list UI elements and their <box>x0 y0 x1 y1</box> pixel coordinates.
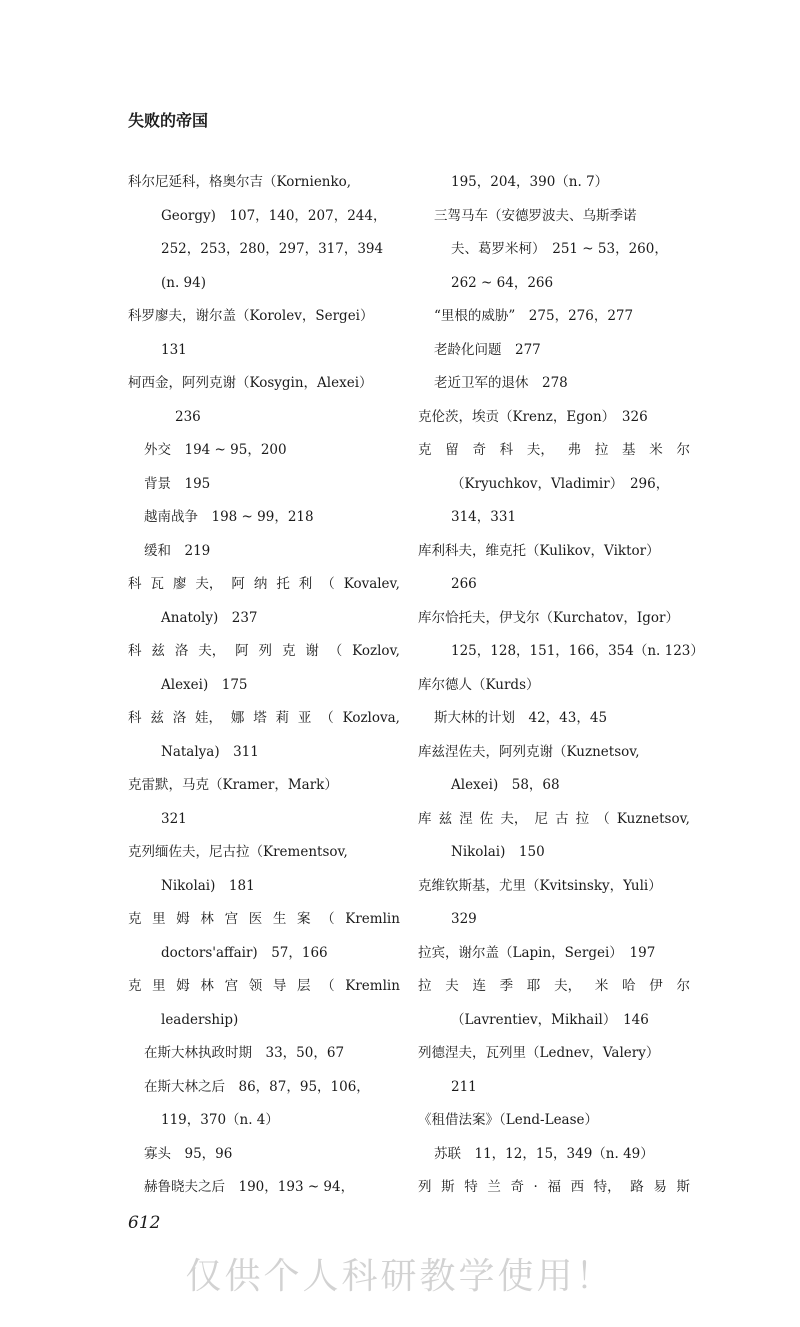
index-line-token: 列 <box>418 1179 432 1195</box>
index-line: 列德涅夫，瓦列里（Lednev，Valery） <box>418 1045 660 1061</box>
index-line-token: 兹 <box>151 643 165 659</box>
index-line: 背景 195 <box>144 475 211 492</box>
index-line-token: 宫 <box>224 978 239 994</box>
index-line: 越南战争 198 ~ 99，218 <box>144 509 314 525</box>
index-line: 缓和 219 <box>144 542 211 559</box>
index-line-token: 拉 <box>594 442 609 458</box>
index-line: 老近卫军的退休 278 <box>434 375 568 391</box>
index-line: Nikolai) 181 <box>161 877 255 894</box>
index-line-token: 奇 <box>510 1179 524 1195</box>
watermark: 仅供个人科研教学使用！ <box>185 1256 615 1297</box>
index-line-token: 科 <box>499 442 514 458</box>
index-line: 314，331 <box>451 509 517 525</box>
index-line-token: 科 <box>128 576 142 592</box>
index-line-token: （ <box>596 810 610 827</box>
index-line-token: 特， <box>593 1179 621 1195</box>
index-line-token: 案 <box>296 911 311 927</box>
index-line: 斯大林的计划 42，43，45 <box>434 710 608 726</box>
index-line: 211 <box>451 1078 477 1095</box>
index-line <box>128 568 400 602</box>
index-line: 柯西金，阿列克谢（Kosygin，Alexei） <box>128 375 373 391</box>
index-line-token: 里 <box>152 978 166 994</box>
index-line-token: 科 <box>128 643 142 659</box>
index-line-token: 尔 <box>676 442 690 458</box>
index-line-token: 克 <box>418 442 432 458</box>
index-line-token: 林 <box>200 978 214 994</box>
index-line-token: 耶 <box>526 978 541 994</box>
index-line-token: 奇 <box>472 442 486 458</box>
index-line-token: 基 <box>622 442 636 458</box>
index-line <box>418 1171 690 1205</box>
index-line-token: 林 <box>200 911 214 927</box>
index-line-token: 夫， <box>500 810 528 827</box>
index-line: 克列缅佐夫，尼古拉（Krementsov, <box>128 844 348 860</box>
index-line: 195，204，390（n. 7） <box>451 174 609 190</box>
index-line: 119，370（n. 4） <box>161 1112 279 1128</box>
index-line-token: Kremlin <box>345 978 400 994</box>
index-line-token: 兹 <box>438 810 453 827</box>
index-line: Alexei) 58，68 <box>451 777 560 793</box>
index-line-token: 导 <box>272 978 287 994</box>
index-line: 寡头 95，96 <box>144 1145 233 1162</box>
index-line: 262 ~ 64，266 <box>451 274 554 291</box>
index-line: Georgy) 107，140，207，244， <box>161 207 387 224</box>
index-line-token: 米 <box>594 978 609 994</box>
index-line: （Kryuchkov，Vladimir） 296， <box>451 475 670 492</box>
index-line-token: 弗 <box>567 442 582 458</box>
index-line-token: 洛 <box>174 643 189 659</box>
index-line-token: 拉 <box>418 978 432 994</box>
index-line: 苏联 11，12，15，349（n. 49） <box>434 1145 654 1162</box>
index-line-token: 斯 <box>441 1179 455 1195</box>
index-line-token: 利 <box>298 576 313 592</box>
index-line: Nikolai) 150 <box>451 844 545 860</box>
index-line-token: Kuznetsov, <box>616 810 690 827</box>
index-line: 236 <box>175 408 201 425</box>
index-line-token: Kovalev, <box>343 576 400 592</box>
index-line-token: Kozlova, <box>342 710 400 726</box>
running-header: 失败的帝国 <box>128 111 209 130</box>
index-line: （Lavrentiev，Mikhail） 146 <box>451 1011 649 1028</box>
index-line: 库尔德人（Kurds） <box>418 676 540 693</box>
index-line-token: 克 <box>128 911 142 927</box>
index-line: doctors'affair) 57，166 <box>161 944 328 961</box>
index-line: 131 <box>161 341 187 358</box>
index-line-token: 夫 <box>445 978 459 994</box>
index-line-token: 连 <box>472 978 486 994</box>
index-line-token: 特 <box>464 1179 478 1195</box>
index-line: 夫、葛罗米柯） 251 ~ 53，260， <box>451 241 668 257</box>
index-line-token: 福 <box>547 1179 561 1195</box>
index-line-token: 古 <box>555 810 569 827</box>
index-line-token: 涅 <box>459 810 473 827</box>
index-line-token: 纳 <box>253 576 268 592</box>
index-line-token: Kozlov, <box>352 643 400 659</box>
index-line-token: 洛 <box>172 710 187 726</box>
index-line-token: 瓦 <box>150 576 164 592</box>
index-line-token: 拉 <box>575 810 590 827</box>
index-line-token: 易 <box>653 1179 667 1195</box>
index-line-token: 塔 <box>253 710 267 726</box>
index-line-token: 西 <box>570 1179 585 1195</box>
index-line: Alexei) 175 <box>161 676 248 693</box>
index-line-token: （ <box>321 576 335 592</box>
index-line: 在斯大林执政时期 33，50，67 <box>144 1045 345 1061</box>
index-line <box>128 903 400 937</box>
index-line-token: 夫， <box>554 978 582 994</box>
index-line: 321 <box>161 810 187 827</box>
index-line-token: 克 <box>128 978 142 994</box>
index-line-token: 兹 <box>150 710 164 726</box>
index-line-token: （ <box>320 710 334 726</box>
index-line-token: 库 <box>418 810 432 827</box>
index-line-token: 医 <box>248 911 263 927</box>
index-line: 赫鲁晓夫之后 190，193 ~ 94， <box>144 1179 355 1195</box>
index-line-token: 阿 <box>231 576 245 592</box>
index-line: “里根的威胁” 275，276，277 <box>434 308 634 324</box>
index-line-token: 夫， <box>198 643 226 659</box>
index-line: 老龄化问题 277 <box>434 341 541 358</box>
index-line-token: · <box>533 1179 538 1195</box>
index-line-token: 姆 <box>176 911 190 927</box>
index-line-token: 娃， <box>195 710 223 726</box>
index-line: 库尔恰托夫，伊戈尔（Kurchatov，Igor） <box>418 609 679 626</box>
index-line-token: 领 <box>248 978 263 994</box>
index-line-token: 斯 <box>676 1179 690 1195</box>
index-line: 外交 194 ~ 95，200 <box>144 442 287 458</box>
index-line-token: 哈 <box>622 978 636 994</box>
index-line: leadership) <box>161 1011 239 1028</box>
index-line-token: 留 <box>445 442 459 458</box>
index-line-token: （ <box>328 643 343 659</box>
index-line-token: 宫 <box>224 911 239 927</box>
index-line <box>128 702 400 736</box>
index-line-token: 佐 <box>479 810 494 827</box>
index-line: 克伦茨，埃贡（Krenz，Egon） 326 <box>418 408 648 425</box>
index-line: 库利科夫，维克托（Kulikov，Viktor） <box>418 542 660 559</box>
index-line: 329 <box>451 911 477 927</box>
index-line-token: 伊 <box>649 978 663 994</box>
index-line-token: 季 <box>499 978 514 994</box>
index-line: Anatoly) 237 <box>161 609 258 626</box>
index-line: 克雷默，马克（Kramer，Mark） <box>128 777 338 793</box>
index-line-token: 廖 <box>172 576 187 592</box>
index-line-token: 夫， <box>526 442 554 458</box>
index-line: 125，128，151，166，354（n. 123） <box>451 643 704 659</box>
index-line: 三驾马车（安德罗波夫、乌斯季诺 <box>434 207 637 224</box>
index-column-right <box>418 166 704 1205</box>
index-line: 266 <box>451 576 477 592</box>
index-line-token: 兰 <box>487 1179 501 1195</box>
index-line-token: 克 <box>281 643 296 659</box>
index-line-token: 亚 <box>297 710 312 726</box>
index-line <box>418 434 690 468</box>
index-line-token: 夫， <box>195 576 223 592</box>
index-line-token: 尼 <box>534 810 548 827</box>
index-line <box>128 970 400 1004</box>
index-line-token: 谢 <box>305 643 319 659</box>
index-line: 克维钦斯基，尤里（Kvitsinsky，Yuli） <box>418 877 662 894</box>
index-line-token: 莉 <box>275 710 290 726</box>
index-line: 科尔尼延科，格奥尔吉（Kornienko, <box>128 174 352 190</box>
index-line-token: 米 <box>649 442 663 458</box>
page-number: 612 <box>128 1213 161 1233</box>
index-line: Natalya) 311 <box>161 743 259 760</box>
index-line-token: （ <box>321 978 335 994</box>
index-line: 库兹涅佐夫，阿列克谢（Kuznetsov, <box>418 743 640 760</box>
index-line-token: 路 <box>630 1179 644 1195</box>
index-line-token: 阿 <box>235 643 249 659</box>
index-line-token: 托 <box>276 576 290 592</box>
index-line: 《租借法案》（Lend-Lease） <box>418 1112 599 1128</box>
index-line-token: 列 <box>258 643 273 659</box>
index-line: 252，253，280，297，317，394 <box>161 241 384 257</box>
index-line-token: 姆 <box>176 978 190 994</box>
index-line-token: （ <box>321 911 335 927</box>
index-line: 科罗廖夫，谢尔盖（Korolev，Sergei） <box>128 308 374 324</box>
index-line: 拉宾，谢尔盖（Lapin，Sergei） 197 <box>418 944 656 961</box>
index-line: (n. 94) <box>161 274 206 291</box>
index-line <box>418 803 690 837</box>
index-column-left <box>128 166 400 1205</box>
index-line-token: 生 <box>272 911 287 927</box>
index-line-token: Kremlin <box>345 911 400 927</box>
index-line <box>418 970 690 1004</box>
index-line-token: 里 <box>152 911 166 927</box>
index-line <box>128 635 400 669</box>
index-line-token: 层 <box>296 978 311 994</box>
index-line-token: 娜 <box>230 710 245 726</box>
index-line-token: 科 <box>128 710 142 726</box>
index-line-token: 尔 <box>676 978 690 994</box>
index-line: 在斯大林之后 86，87，95，106， <box>144 1078 370 1095</box>
